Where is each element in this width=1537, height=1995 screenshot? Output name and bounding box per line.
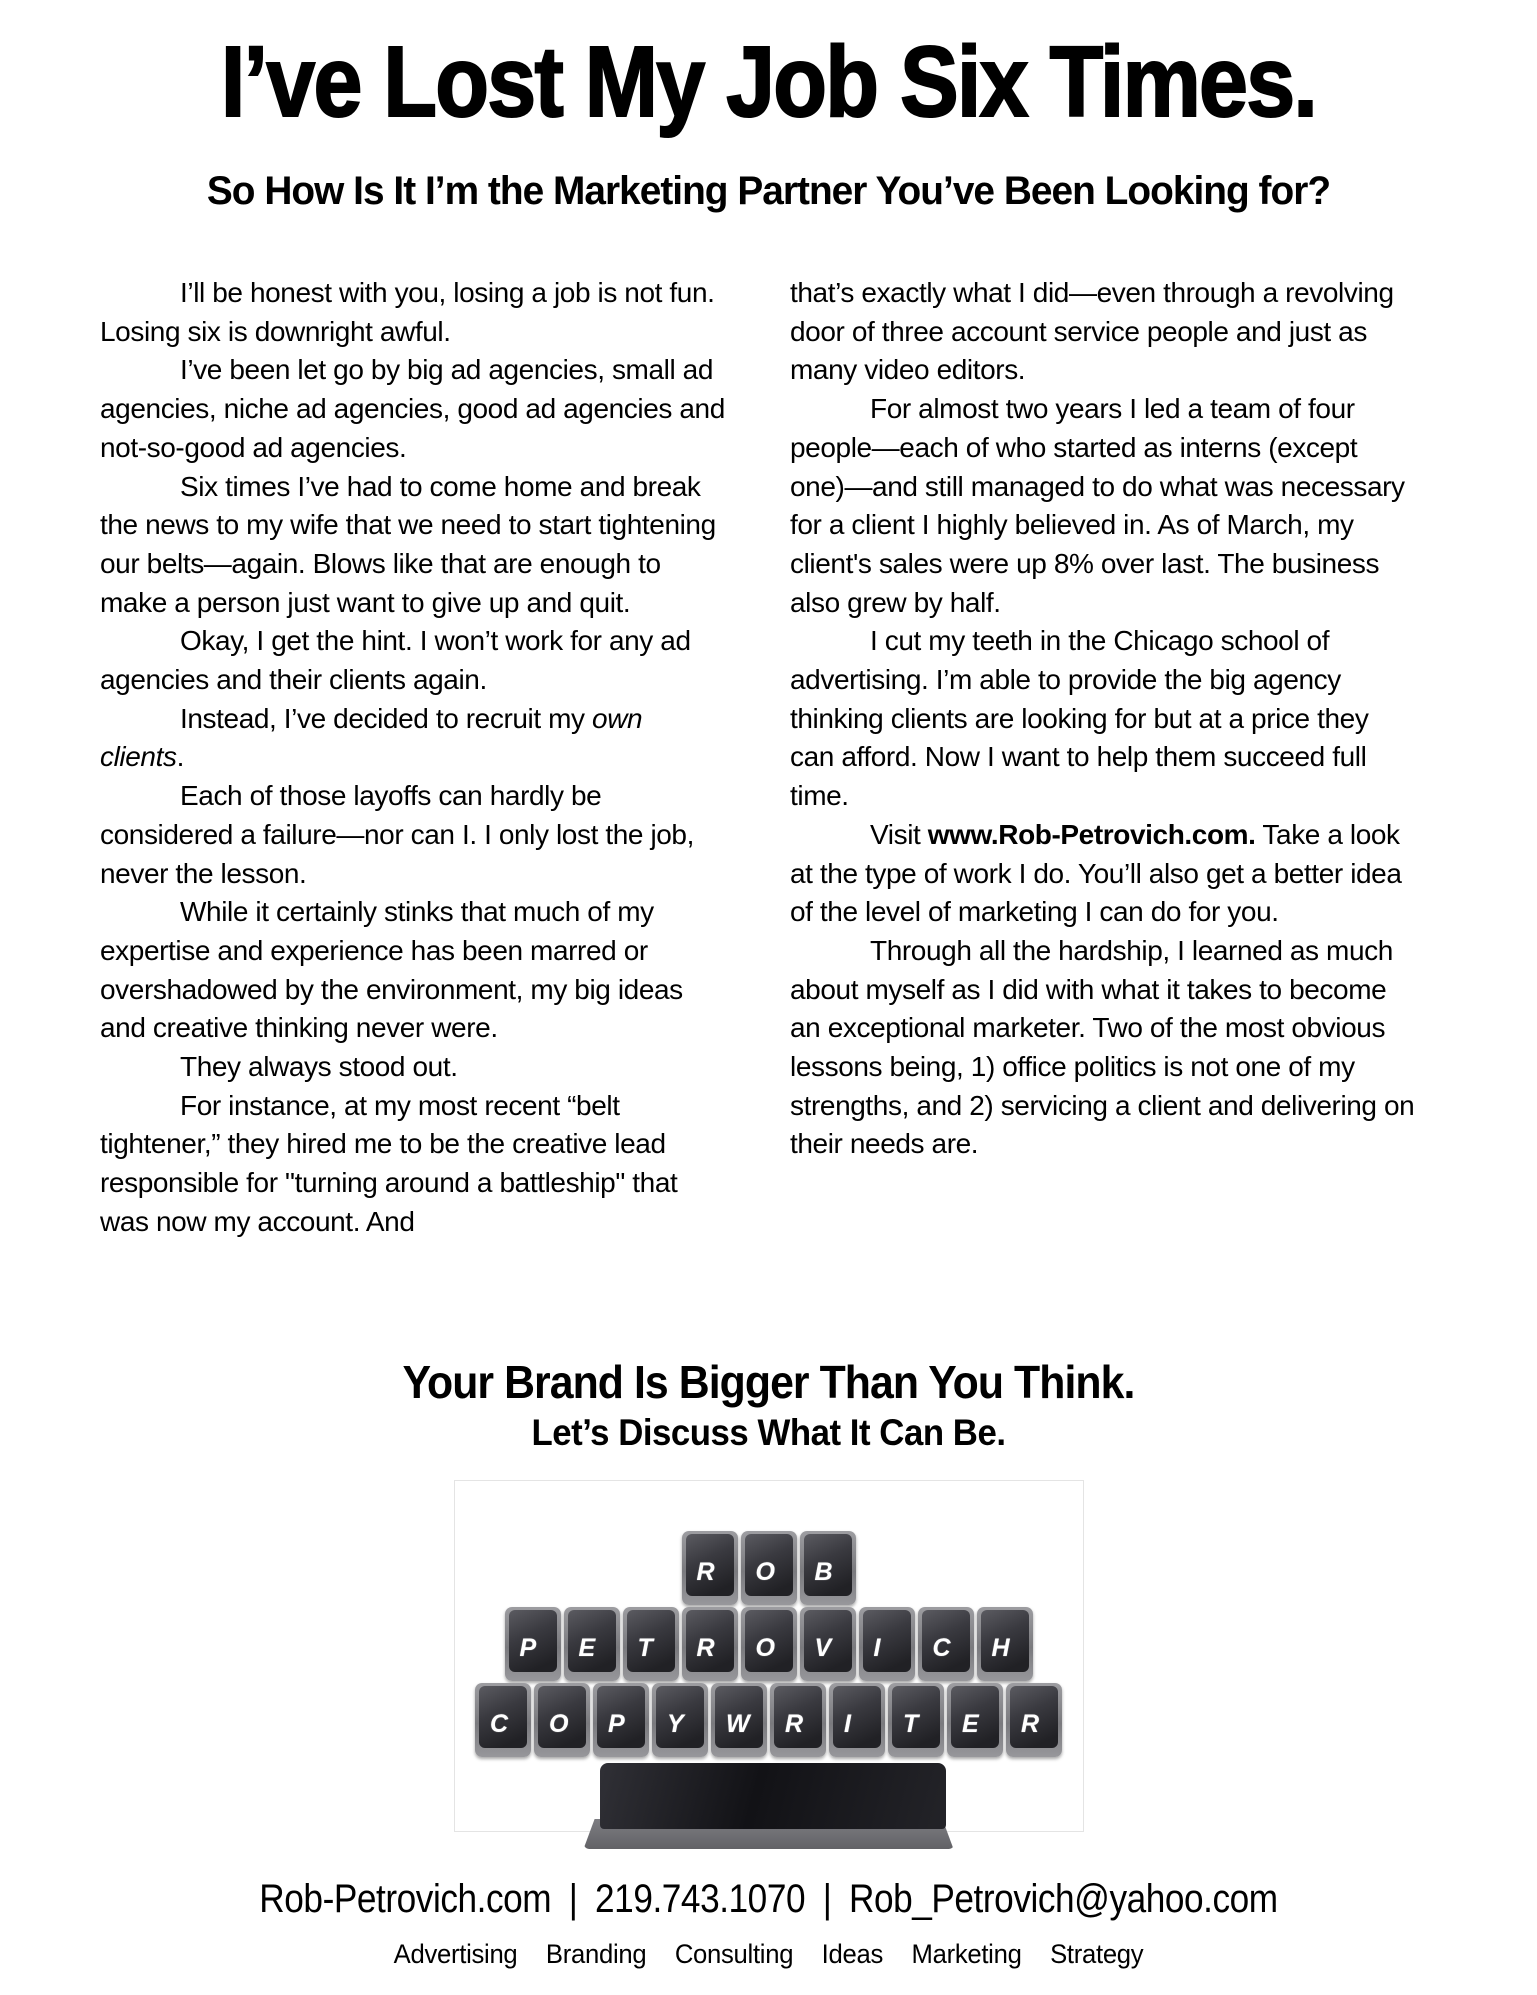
paragraph: I’ve been let go by big ad agencies, small ad agencies, niche ad agencies, good ad agencies and not-so-good ad agencies.: [100, 354, 725, 463]
keycap-face: [863, 1610, 911, 1672]
keycap-face: [686, 1610, 734, 1672]
keycap-letter: Y: [667, 1710, 684, 1738]
keycap-o: [741, 1607, 797, 1681]
keycap-letter: O: [549, 1710, 569, 1738]
paragraph: Through all the hardship, I learned as much about myself as I did with what it takes to become an exceptional marketer. Two of the most obvious lessons being, 1) office politics is not one of my strengths, and 2) servicing a client and delivering on their needs are.: [790, 934, 1415, 1160]
keycap-face: [774, 1686, 822, 1748]
keycap-face: [892, 1686, 940, 1748]
services-line: [38, 1938, 1498, 1970]
keycap-face: [656, 1686, 704, 1748]
email-text: Rob_Petrovich@yahoo.com: [848, 1877, 1278, 1921]
keycap-r: [682, 1531, 738, 1605]
paragraph: Six times I’ve had to come home and break the news to my wife that we need to start tightening our belts—again. Blows like that are enough to make a person just want to give up and quit.: [100, 470, 716, 618]
keycap-t: [623, 1607, 679, 1681]
keycap-letter: R: [696, 1558, 715, 1586]
keycap-b: [800, 1531, 856, 1605]
keycap-face: [804, 1534, 852, 1596]
keycap-y: [652, 1683, 708, 1757]
phone-text: 219.743.1070: [595, 1877, 806, 1921]
keycap-face: [538, 1686, 586, 1748]
mid-heading: Your Brand Is Bigger Than You Think.: [402, 1356, 1135, 1408]
contact-line: [92, 1876, 1445, 1922]
keycap-letter: O: [755, 1634, 775, 1662]
page-subheadline: So How Is It I’m the Marketing Partner You’ve Been Looking for?: [206, 169, 1331, 213]
paragraph: I cut my teeth in the Chicago school of advertising. I’m able to provide the big agency thinking clients are looking for but at a price they can afford. Now I want to help them succeed full time.: [790, 625, 1369, 812]
spacebar-top-face: [600, 1763, 946, 1829]
keycap-letter: V: [814, 1634, 832, 1662]
keycap-r: [682, 1607, 738, 1681]
paragraph: I’ll be honest with you, losing a job is not fun. Losing six is downright awful.: [100, 277, 715, 347]
keycap-o: [741, 1531, 797, 1605]
keycap-letter: T: [637, 1634, 653, 1662]
paragraph: Instead, I’ve decided to recruit my own clients.: [100, 702, 643, 773]
keycap-i: [829, 1683, 885, 1757]
keycap-face: [804, 1610, 852, 1672]
service-item: Ideas: [821, 1939, 884, 1969]
keycap-e: [947, 1683, 1003, 1757]
right-column: [790, 274, 1417, 1354]
keycap-letter: C: [490, 1710, 509, 1738]
keycap-r: [1006, 1683, 1062, 1757]
keycap-face: [597, 1686, 645, 1748]
keycap-face: [922, 1610, 970, 1672]
keycap-letter: T: [903, 1710, 919, 1738]
keycap-i: [859, 1607, 915, 1681]
paragraph: While it certainly stinks that much of my expertise and experience has been marred or overshadowed by the environment, my big ideas and creative thinking never were.: [100, 896, 683, 1044]
left-column: [100, 274, 730, 1354]
keycap-face: [627, 1610, 675, 1672]
keycap-v: [800, 1607, 856, 1681]
keycap-letter: R: [785, 1710, 804, 1738]
keycap-rows: [455, 1531, 1083, 1757]
body-columns: [100, 274, 1537, 1354]
keycap-face: [981, 1610, 1029, 1672]
keycap-face: [745, 1534, 793, 1596]
separator: |: [568, 1877, 578, 1921]
keycap-letter: E: [578, 1634, 596, 1662]
keycap-face: [568, 1610, 616, 1672]
service-item: Strategy: [1050, 1939, 1144, 1969]
keycap-p: [505, 1607, 561, 1681]
paragraph: Visit www.Rob-Petrovich.com. Take a look at the type of work I do. You’ll also get a better idea of the level of marketing I can do for you.: [790, 818, 1402, 928]
keycap-w: [711, 1683, 767, 1757]
paragraph: For instance, at my most recent “belt tightener,” they hired me to be the creative lead responsible for "turning around a battleship" that was now my account. And: [100, 1089, 678, 1237]
keycap-letter: W: [726, 1710, 750, 1738]
keycap-letter: P: [519, 1634, 537, 1662]
keycap-face: [479, 1686, 527, 1748]
paragraph: Each of those layoffs can hardly be considered a failure—nor can I. I only lost the job, never the lesson.: [100, 780, 694, 889]
keycap-letter: B: [814, 1558, 833, 1586]
keycap-letter: I: [844, 1710, 851, 1738]
keycap-face: [1010, 1686, 1058, 1748]
keycap-letter: O: [755, 1558, 775, 1586]
keycap-letter: E: [962, 1710, 979, 1738]
keycap-letter: R: [1021, 1710, 1040, 1738]
keycap-face: [686, 1534, 734, 1596]
keycap-face: [833, 1686, 881, 1748]
spacebar-key: [584, 1763, 954, 1849]
keycap-letter: C: [932, 1634, 951, 1662]
website-text: Rob-Petrovich.com: [259, 1877, 552, 1921]
keycap-e: [564, 1607, 620, 1681]
paragraph: that’s exactly what I did—even through a revolving door of three account service people and just as many video editors.: [790, 277, 1394, 386]
service-item: Advertising: [393, 1939, 518, 1969]
keycap-t: [888, 1683, 944, 1757]
paragraph: They always stood out.: [180, 1051, 458, 1083]
keycap-row: [455, 1683, 1083, 1757]
keycap-r: [770, 1683, 826, 1757]
keycap-c: [475, 1683, 531, 1757]
keycap-letter: I: [873, 1634, 881, 1662]
service-item: Consulting: [674, 1939, 794, 1969]
paragraph: Okay, I get the hint. I won’t work for any ad agencies and their clients again.: [100, 625, 691, 696]
service-item: Branding: [545, 1939, 647, 1969]
keycap-h: [977, 1607, 1033, 1681]
page-headline: I’ve Lost My Job Six Times.: [220, 26, 1317, 138]
service-item: Marketing: [911, 1939, 1022, 1969]
keycap-face: [951, 1686, 999, 1748]
separator: |: [822, 1877, 832, 1921]
keycap-letter: H: [991, 1634, 1010, 1662]
keycap-p: [593, 1683, 649, 1757]
keycap-letter: R: [696, 1634, 715, 1662]
keycap-c: [918, 1607, 974, 1681]
keycap-letter: P: [608, 1710, 625, 1738]
keycap-o: [534, 1683, 590, 1757]
mid-subheading: Let’s Discuss What It Can Be.: [531, 1412, 1006, 1453]
keycap-row: [455, 1607, 1083, 1681]
keycap-face: [715, 1686, 763, 1748]
paragraph: For almost two years I led a team of four people—each of who started as interns (except one)—and still managed to do what was necessary for a client I highly believed in. As of March, my client's sales were up 8% over last. The business also grew by half.: [790, 393, 1405, 618]
keycap-face: [745, 1610, 793, 1672]
keyboard-image: [454, 1480, 1084, 1832]
keycap-row: [455, 1531, 1083, 1605]
keycap-face: [509, 1610, 557, 1672]
